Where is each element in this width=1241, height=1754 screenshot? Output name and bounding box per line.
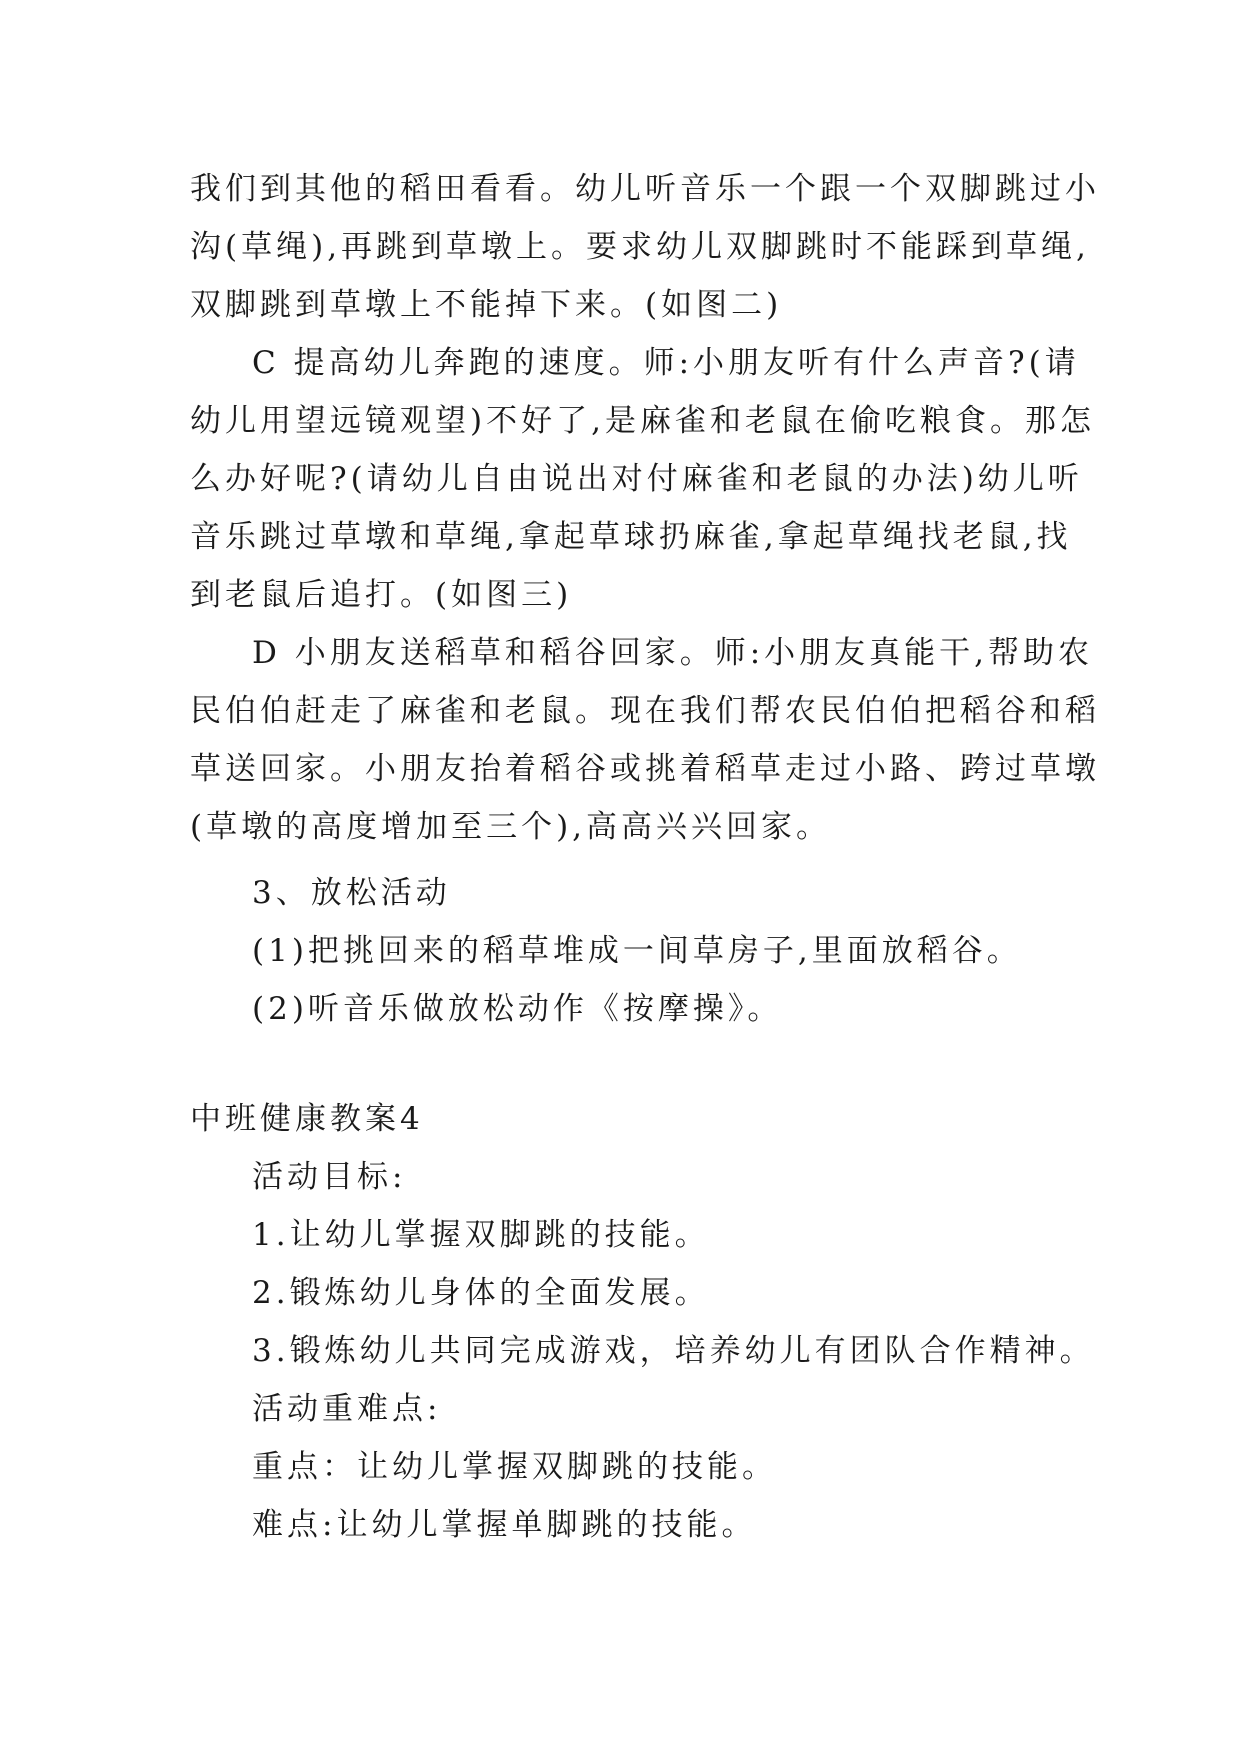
difficult-point: 难点:让幼儿掌握单脚跳的技能。 [252, 1507, 757, 1543]
key-points-heading: 活动重难点: [252, 1391, 442, 1427]
paragraph-line: 么办好呢?(请幼儿自由说出对付麻雀和老鼠的办法)幼儿听 [190, 461, 1083, 497]
paragraph-line: 双脚跳到草墩上不能掉下来。(如图二) [190, 287, 783, 323]
paragraph-line: C 提高幼儿奔跑的速度。师:小朋友听有什么声音?(请 [252, 345, 1080, 381]
paragraph-line: 我们到其他的稻田看看。幼儿听音乐一个跟一个双脚跳过小 [190, 171, 1100, 207]
section-heading: 3、放松活动 [252, 875, 451, 911]
goals-heading: 活动目标: [252, 1159, 407, 1195]
paragraph-line: 草送回家。小朋友抬着稻谷或挑着稻草走过小路、跨过草墩 [190, 751, 1100, 787]
paragraph-line: 民伯伯赶走了麻雀和老鼠。现在我们帮农民伯伯把稻谷和稻 [190, 693, 1100, 729]
key-point: 重点：让幼儿掌握双脚跳的技能。 [252, 1449, 777, 1485]
list-item: 2.锻炼幼儿身体的全面发展。 [252, 1275, 710, 1311]
list-item: (1)把挑回来的稻草堆成一间草房子,里面放稻谷。 [252, 933, 1022, 969]
paragraph-line: D 小朋友送稻草和稻谷回家。师:小朋友真能干,帮助农 [252, 635, 1094, 671]
paragraph-line: (草墩的高度增加至三个),高高兴兴回家。 [190, 809, 832, 845]
list-item: 1.让幼儿掌握双脚跳的技能。 [252, 1217, 710, 1253]
paragraph-line: 幼儿用望远镜观望)不好了,是麻雀和老鼠在偷吃粮食。那怎 [190, 403, 1095, 439]
lesson-title: 中班健康教案4 [190, 1101, 424, 1137]
paragraph-line: 沟(草绳),再跳到草墩上。要求幼儿双脚跳时不能踩到草绳, [190, 229, 1090, 265]
paragraph-line: 到老鼠后追打。(如图三) [190, 577, 573, 613]
list-item: (2)听音乐做放松动作《按摩操》。 [252, 991, 783, 1027]
paragraph-line: 音乐跳过草墩和草绳,拿起草球扔麻雀,拿起草绳找老鼠,找 [190, 519, 1072, 555]
document-body [190, 160, 1100, 1554]
list-item: 3.锻炼幼儿共同完成游戏，培养幼儿有团队合作精神。 [252, 1333, 1095, 1369]
